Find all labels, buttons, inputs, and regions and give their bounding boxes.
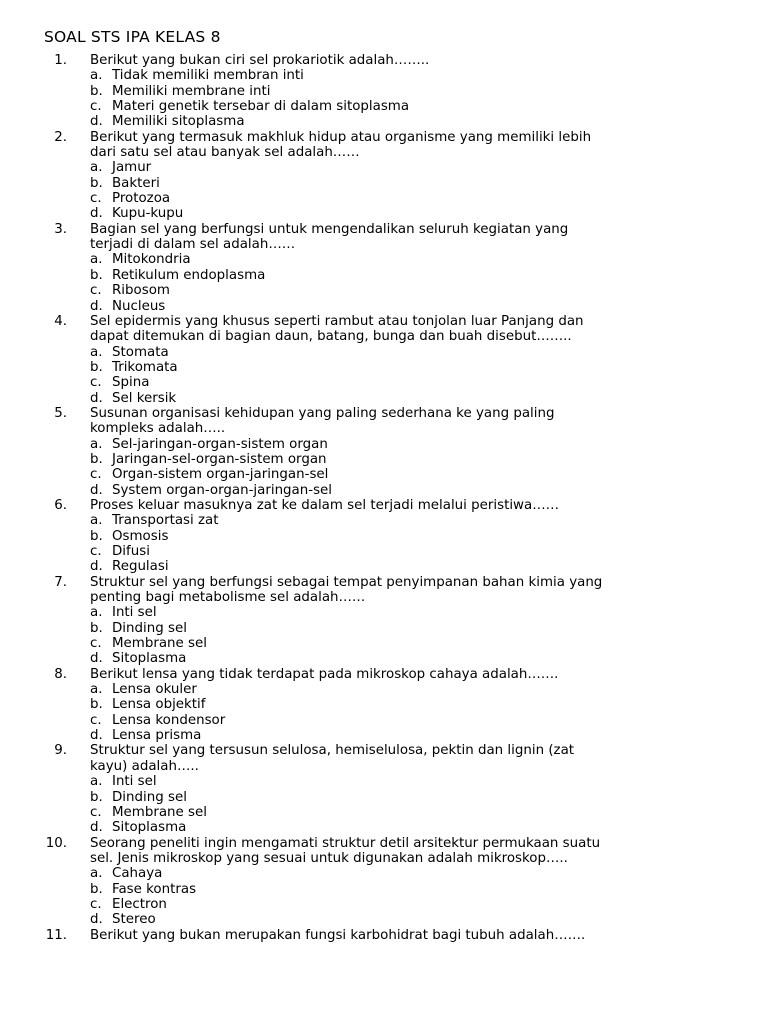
- option-letter: c.: [90, 283, 102, 299]
- answer-option: [0, 268, 768, 283]
- option-text: Dinding sel: [112, 789, 187, 805]
- option-letter: b.: [90, 528, 103, 544]
- option-text: Sel-jaringan-organ-sistem organ: [112, 436, 328, 452]
- option-text: Cahaya: [112, 866, 163, 882]
- answer-option: [0, 820, 768, 835]
- question-text: Berikut yang bukan ciri sel prokariotik adalah……..: [90, 53, 430, 68]
- option-text: Tidak memiliki membran inti: [112, 68, 304, 84]
- answer-option: [0, 360, 768, 375]
- answer-option: [0, 728, 768, 743]
- answer-option: [0, 682, 768, 697]
- option-text: Sitoplasma: [112, 820, 187, 836]
- answer-option: [0, 513, 768, 528]
- answer-option: [0, 605, 768, 620]
- question-number: 10.: [45, 835, 67, 851]
- option-letter: b.: [90, 620, 103, 636]
- option-letter: d.: [90, 728, 103, 744]
- option-letter: b.: [90, 789, 103, 805]
- option-letter: c.: [90, 191, 102, 207]
- question-number: 5.: [54, 405, 67, 421]
- question-item: [0, 130, 768, 222]
- option-letter: c.: [90, 636, 102, 652]
- option-letter: b.: [90, 697, 103, 713]
- option-text: Jamur: [112, 160, 152, 176]
- option-text: Stomata: [112, 344, 169, 360]
- answer-option: [0, 160, 768, 175]
- option-text: Regulasi: [112, 559, 169, 575]
- question-text: Berikut yang termasuk makhluk hidup atau organisme yang memiliki lebih dari satu sel atau banyak sel adalah……: [90, 129, 592, 161]
- question-item: [0, 53, 768, 130]
- option-letter: d.: [90, 912, 103, 928]
- option-letter: b.: [90, 359, 103, 375]
- answer-option: [0, 84, 768, 99]
- answer-option: [0, 544, 768, 559]
- answer-option: [0, 621, 768, 636]
- question-text: Berikut lensa yang tidak terdapat pada mikroskop cahaya adalah…….: [90, 666, 559, 682]
- question-item: [0, 575, 768, 667]
- question-number: 9.: [54, 743, 67, 759]
- option-text: Spina: [112, 375, 150, 391]
- option-text: Kupu-kupu: [112, 206, 184, 222]
- option-text: Lensa prisma: [112, 728, 202, 744]
- option-letter: a.: [90, 436, 103, 452]
- option-letter: c.: [90, 544, 102, 559]
- option-text: Fase kontras: [112, 881, 197, 897]
- answer-option: [0, 866, 768, 881]
- document-title: SOAL STS IPA KELAS 8: [44, 28, 221, 46]
- option-text: Stereo: [112, 912, 156, 928]
- answer-option: [0, 114, 768, 129]
- option-text: Memiliki sitoplasma: [112, 114, 245, 130]
- option-letter: d.: [90, 114, 103, 130]
- option-text: Retikulum endoplasma: [112, 267, 266, 283]
- answer-option: [0, 774, 768, 789]
- question-text: Sel epidermis yang khusus seperti rambut atau tonjolan luar Panjang dan dapat ditemukan di bagian daun, batang, bunga dan buah disebut……..: [90, 313, 584, 345]
- question-item: [0, 406, 768, 498]
- question-text: Struktur sel yang berfungsi sebagai tempat penyimpanan bahan kimia yang penting bagi metabolisme sel adalah……: [90, 574, 603, 606]
- option-letter: c.: [90, 712, 102, 728]
- question-number: 3.: [54, 221, 67, 237]
- option-text: Membrane sel: [112, 804, 207, 820]
- option-letter: d.: [90, 820, 103, 836]
- option-text: Sitoplasma: [112, 651, 187, 667]
- option-text: Jaringan-sel-organ-sistem organ: [112, 451, 327, 467]
- option-letter: c.: [90, 375, 102, 391]
- option-letter: a.: [90, 605, 103, 621]
- question-number: 8.: [54, 666, 67, 682]
- option-letter: a.: [90, 513, 103, 529]
- option-letter: d.: [90, 298, 103, 314]
- answer-option: [0, 345, 768, 360]
- option-text: Osmosis: [112, 528, 169, 544]
- option-text: Electron: [112, 896, 167, 912]
- answer-option: [0, 375, 768, 390]
- answer-option: [0, 651, 768, 666]
- option-text: Inti sel: [112, 774, 157, 790]
- option-letter: a.: [90, 344, 103, 360]
- question-text: Seorang peneliti ingin mengamati struktur detil arsitektur permukaan suatu sel. Jenis mikroskop yang sesuai untuk digunakan adalah mikroskop…..: [90, 835, 601, 866]
- answer-option: [0, 897, 768, 912]
- option-letter: d.: [90, 482, 103, 498]
- option-text: Difusi: [112, 544, 150, 559]
- option-letter: d.: [90, 651, 103, 667]
- question-number: 6.: [54, 497, 67, 513]
- option-letter: c.: [90, 467, 102, 483]
- option-letter: a.: [90, 682, 103, 698]
- question-list: [0, 53, 768, 943]
- answer-option: [0, 790, 768, 805]
- option-letter: b.: [90, 175, 103, 191]
- option-letter: a.: [90, 68, 103, 84]
- answer-option: [0, 176, 768, 191]
- question-item: [0, 928, 768, 943]
- answer-option: [0, 391, 768, 406]
- option-text: Nucleus: [112, 298, 166, 314]
- answer-option: [0, 206, 768, 221]
- option-letter: b.: [90, 267, 103, 283]
- option-text: Lensa okuler: [112, 682, 197, 698]
- option-text: Bakteri: [112, 175, 160, 191]
- answer-option: [0, 882, 768, 897]
- question-item: [0, 498, 768, 575]
- question-item: [0, 743, 768, 835]
- option-letter: a.: [90, 866, 103, 882]
- option-letter: c.: [90, 804, 102, 820]
- option-letter: c.: [90, 99, 102, 115]
- question-item: [0, 836, 768, 928]
- option-letter: a.: [90, 774, 103, 790]
- option-text: Organ-sistem organ-jaringan-sel: [112, 467, 329, 483]
- question-number: 1.: [54, 53, 67, 68]
- answer-option: [0, 713, 768, 728]
- answer-option: [0, 529, 768, 544]
- option-text: Membrane sel: [112, 636, 207, 652]
- answer-option: [0, 252, 768, 267]
- question-text: Susunan organisasi kehidupan yang paling sederhana ke yang paling kompleks adalah…..: [90, 405, 555, 437]
- option-text: Dinding sel: [112, 620, 187, 636]
- option-text: System organ-organ-jaringan-sel: [112, 482, 333, 498]
- option-text: Sel kersik: [112, 390, 177, 406]
- option-text: Lensa kondensor: [112, 712, 226, 728]
- option-text: Mitokondria: [112, 252, 191, 268]
- answer-option: [0, 697, 768, 712]
- question-number: 7.: [54, 574, 67, 590]
- option-letter: b.: [90, 881, 103, 897]
- option-text: Inti sel: [112, 605, 157, 621]
- question-number: 11.: [45, 927, 67, 943]
- question-item: [0, 222, 768, 314]
- question-item: [0, 314, 768, 406]
- question-text: Struktur sel yang tersusun selulosa, hemiselulosa, pektin dan lignin (zat kayu) adalah…..: [90, 743, 575, 774]
- option-letter: d.: [90, 206, 103, 222]
- option-letter: d.: [90, 559, 103, 575]
- answer-option: [0, 99, 768, 114]
- option-letter: a.: [90, 160, 103, 176]
- answer-option: [0, 805, 768, 820]
- answer-option: [0, 283, 768, 298]
- question-text: Berikut yang bukan merupakan fungsi karbohidrat bagi tubuh adalah…….: [90, 927, 586, 943]
- option-letter: b.: [90, 83, 103, 99]
- question-item: [0, 667, 768, 744]
- option-text: Memiliki membrane inti: [112, 83, 271, 99]
- answer-option: [0, 636, 768, 651]
- option-text: Lensa objektif: [112, 697, 206, 713]
- answer-option: [0, 437, 768, 452]
- option-text: Ribosom: [112, 283, 170, 299]
- question-text: Bagian sel yang berfungsi untuk mengendalikan seluruh kegiatan yang terjadi di dalam sel adalah……: [90, 221, 569, 253]
- answer-option: [0, 912, 768, 927]
- question-number: 4.: [54, 313, 67, 329]
- question-number: 2.: [54, 129, 67, 145]
- answer-option: [0, 191, 768, 206]
- answer-option: [0, 559, 768, 574]
- option-text: Trikomata: [112, 359, 178, 375]
- answer-option: [0, 68, 768, 83]
- option-text: Transportasi zat: [112, 513, 219, 529]
- answer-option: [0, 467, 768, 482]
- option-text: Materi genetik tersebar di dalam sitoplasma: [112, 99, 410, 115]
- answer-option: [0, 483, 768, 498]
- option-letter: b.: [90, 451, 103, 467]
- question-text: Proses keluar masuknya zat ke dalam sel terjadi melalui peristiwa……: [90, 497, 559, 513]
- option-text: Protozoa: [112, 191, 171, 207]
- option-letter: a.: [90, 252, 103, 268]
- option-letter: d.: [90, 390, 103, 406]
- answer-option: [0, 452, 768, 467]
- option-letter: c.: [90, 896, 102, 912]
- answer-option: [0, 299, 768, 314]
